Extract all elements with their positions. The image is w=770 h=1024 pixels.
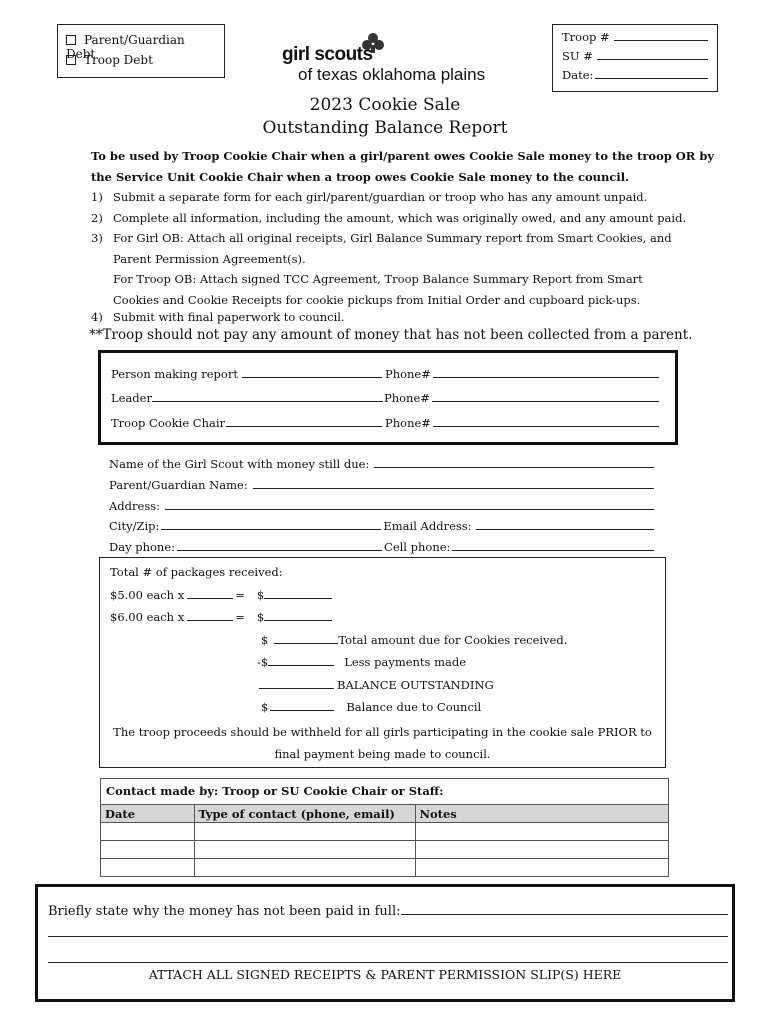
balance-due-label: Balance due to Council — [346, 700, 482, 714]
date-column-header: Date — [101, 805, 194, 823]
date-field[interactable] — [562, 68, 708, 87]
reporter-name-line[interactable] — [242, 367, 382, 378]
total-due-label: Total amount due for Cookies received. — [338, 633, 568, 647]
leader-phone-label: Phone# — [383, 391, 430, 405]
row6-qty-line[interactable] — [187, 609, 233, 621]
contact-log-grid — [101, 804, 668, 877]
step-item: 3) For Girl OB: Attach all original receipts, Girl Balance Summary report from Smart Cookies, and — [91, 231, 672, 245]
row5-qty-line[interactable] — [187, 587, 233, 599]
calc-row-6: $6.00 each x = $ — [110, 609, 332, 624]
page-title — [0, 94, 770, 140]
attach-receipts-note: ATTACH ALL SIGNED RECEIPTS & PARENT PERMISSION SLIP(S) HERE — [148, 967, 622, 982]
date-line[interactable] — [595, 68, 708, 79]
balance-due-row: $ Balance due to Council — [261, 700, 482, 714]
troop-number-line[interactable] — [614, 30, 708, 41]
warning-text: **Troop should not pay any amount of money that has not been collected from a parent. — [89, 327, 693, 343]
parent-name-field[interactable] — [109, 478, 654, 492]
date-cell[interactable] — [101, 859, 194, 877]
intro-line-1: To be used by Troop Cookie Chair when a girl/parent owes Cookie Sale money to the troop OR by — [91, 149, 715, 163]
girl-name-field[interactable] — [109, 457, 654, 471]
row5-label: $5.00 each x — [110, 588, 185, 602]
contact-row-reporter — [111, 367, 659, 381]
girl-name-label: Name of the Girl Scout with money still due: — [109, 457, 370, 471]
step-item: For Troop OB: Attach signed TCC Agreement, Troop Balance Summary Report from Smart — [113, 272, 643, 286]
cookie-chair-name-line[interactable] — [226, 416, 382, 427]
girl-name-line[interactable] — [374, 457, 654, 468]
notes-cell[interactable] — [415, 841, 668, 859]
girl-scouts-logo — [282, 32, 502, 86]
table-row — [101, 859, 668, 877]
day-phone-line[interactable] — [177, 540, 382, 551]
proceeds-note-line-2: final payment being made to council. — [274, 747, 491, 761]
address-field[interactable] — [109, 499, 654, 513]
step-item: 4) Submit with final paperwork to council. — [91, 310, 345, 324]
cookie-chair-phone-label: Phone# — [385, 416, 431, 430]
city-email-row — [109, 519, 654, 533]
city-label: City/Zip: — [109, 519, 160, 533]
parent-debt-label: Parent/Guardian Debt — [66, 33, 185, 61]
balance-outstanding-line[interactable] — [259, 677, 334, 689]
reason-line-3[interactable] — [48, 962, 728, 963]
contacts-box — [98, 350, 678, 445]
notes-cell[interactable] — [415, 823, 668, 841]
date-label: Date: — [562, 68, 594, 82]
date-cell[interactable] — [101, 823, 194, 841]
contact-log-table — [100, 778, 669, 877]
day-phone-label: Day phone: — [109, 540, 176, 554]
troop-debt-checkbox[interactable] — [66, 55, 76, 65]
title-line-2: Outstanding Balance Report — [262, 118, 508, 138]
date-cell[interactable] — [101, 841, 194, 859]
su-number-label: SU # — [562, 49, 593, 63]
address-line[interactable] — [165, 499, 654, 510]
leader-name-line[interactable] — [152, 391, 383, 402]
debt-type-box — [57, 24, 225, 78]
troop-number-label: Troop # — [562, 30, 610, 44]
notes-column-header: Notes — [415, 805, 668, 823]
reason-line-1[interactable] — [401, 904, 728, 915]
logo-wordmark: girl scouts — [282, 44, 373, 65]
parent-name-label: Parent/Guardian Name: — [109, 478, 248, 492]
step-item: 2) Complete all information, including the amount, which was originally owed, and any amount paid. — [91, 210, 687, 225]
step-item: Parent Permission Agreement(s). — [113, 251, 306, 266]
leader-phone-line[interactable] — [432, 391, 659, 402]
reporter-label: Person making report — [111, 367, 238, 381]
cookie-chair-label: Troop Cookie Chair — [111, 416, 226, 430]
reason-line-2[interactable] — [48, 936, 728, 937]
calc-row-5: $5.00 each x = $ — [110, 587, 332, 602]
troop-info-box — [552, 24, 718, 92]
row5-amount-line[interactable] — [264, 587, 332, 599]
email-line[interactable] — [476, 519, 654, 530]
address-label: Address: — [109, 499, 161, 513]
type-cell[interactable] — [194, 841, 415, 859]
table-row — [101, 841, 668, 859]
cookie-chair-phone-line[interactable] — [433, 416, 659, 427]
contact-row-leader — [111, 391, 659, 405]
logo-council-name: of texas oklahoma plains — [298, 65, 486, 84]
cell-phone-label: Cell phone: — [384, 540, 451, 554]
reason-label: Briefly state why the money has not been paid in full: — [48, 904, 401, 919]
reason-field[interactable] — [48, 904, 728, 919]
city-line[interactable] — [161, 519, 381, 530]
leader-label: Leader — [111, 391, 152, 405]
total-due-row: $ Total amount due for Cookies received. — [261, 633, 568, 647]
su-number-field[interactable] — [562, 49, 708, 68]
email-label: Email Address: — [383, 519, 472, 533]
type-column-header: Type of contact (phone, email) — [194, 805, 415, 823]
step-item: 1) Submit a separate form for each girl/parent/guardian or troop who has any amount unpaid. — [91, 190, 648, 204]
intro-line-2: the Service Unit Cookie Chair when a troop owes Cookie Sale money to the council. — [91, 170, 630, 184]
troop-debt-option[interactable] — [66, 53, 216, 67]
title-line-1: 2023 Cookie Sale — [309, 95, 461, 115]
contact-log-header-row — [101, 805, 668, 823]
payments-row: -$ Less payments made — [257, 655, 467, 669]
instruction-list — [91, 187, 731, 324]
reporter-phone-label: Phone# — [384, 367, 431, 381]
reason-box — [35, 884, 735, 1002]
total-packages-label: Total # of packages received: — [110, 565, 283, 579]
cell-phone-line[interactable] — [452, 540, 654, 551]
total-due-line[interactable] — [274, 632, 338, 644]
contact-row-cookie-chair — [111, 416, 659, 430]
parent-debt-checkbox[interactable] — [66, 35, 76, 45]
reporter-phone-line[interactable] — [433, 367, 659, 378]
row6-amount-line[interactable] — [264, 609, 332, 621]
balance-outstanding-label: BALANCE OUTSTANDING — [337, 678, 494, 692]
intro-text — [91, 146, 731, 188]
parent-name-line[interactable] — [253, 478, 654, 489]
row6-label: $6.00 each x — [110, 610, 185, 624]
proceeds-note — [100, 721, 665, 765]
calculation-box — [99, 557, 666, 768]
proceeds-note-line-1: The troop proceeds should be withheld for all girls participating in the cookie sale PRIOR to — [113, 725, 652, 739]
balance-outstanding-row — [259, 677, 494, 692]
payments-line[interactable] — [268, 654, 334, 666]
table-row — [101, 823, 668, 841]
type-cell[interactable] — [194, 823, 415, 841]
contact-log-title: Contact made by: Troop or SU Cookie Chair or Staff: — [101, 779, 668, 805]
troop-debt-label: Troop Debt — [84, 53, 153, 67]
phone-row — [109, 540, 654, 554]
type-cell[interactable] — [194, 859, 415, 877]
step-item: Cookies and Cookie Receipts for cookie pickups from Initial Order and cupboard pick-ups. — [113, 292, 641, 307]
notes-cell[interactable] — [415, 859, 668, 877]
balance-due-line[interactable] — [270, 699, 334, 711]
less-payments-label: Less payments made — [344, 655, 467, 669]
su-number-line[interactable] — [597, 49, 708, 60]
troop-number-field[interactable] — [562, 30, 708, 49]
